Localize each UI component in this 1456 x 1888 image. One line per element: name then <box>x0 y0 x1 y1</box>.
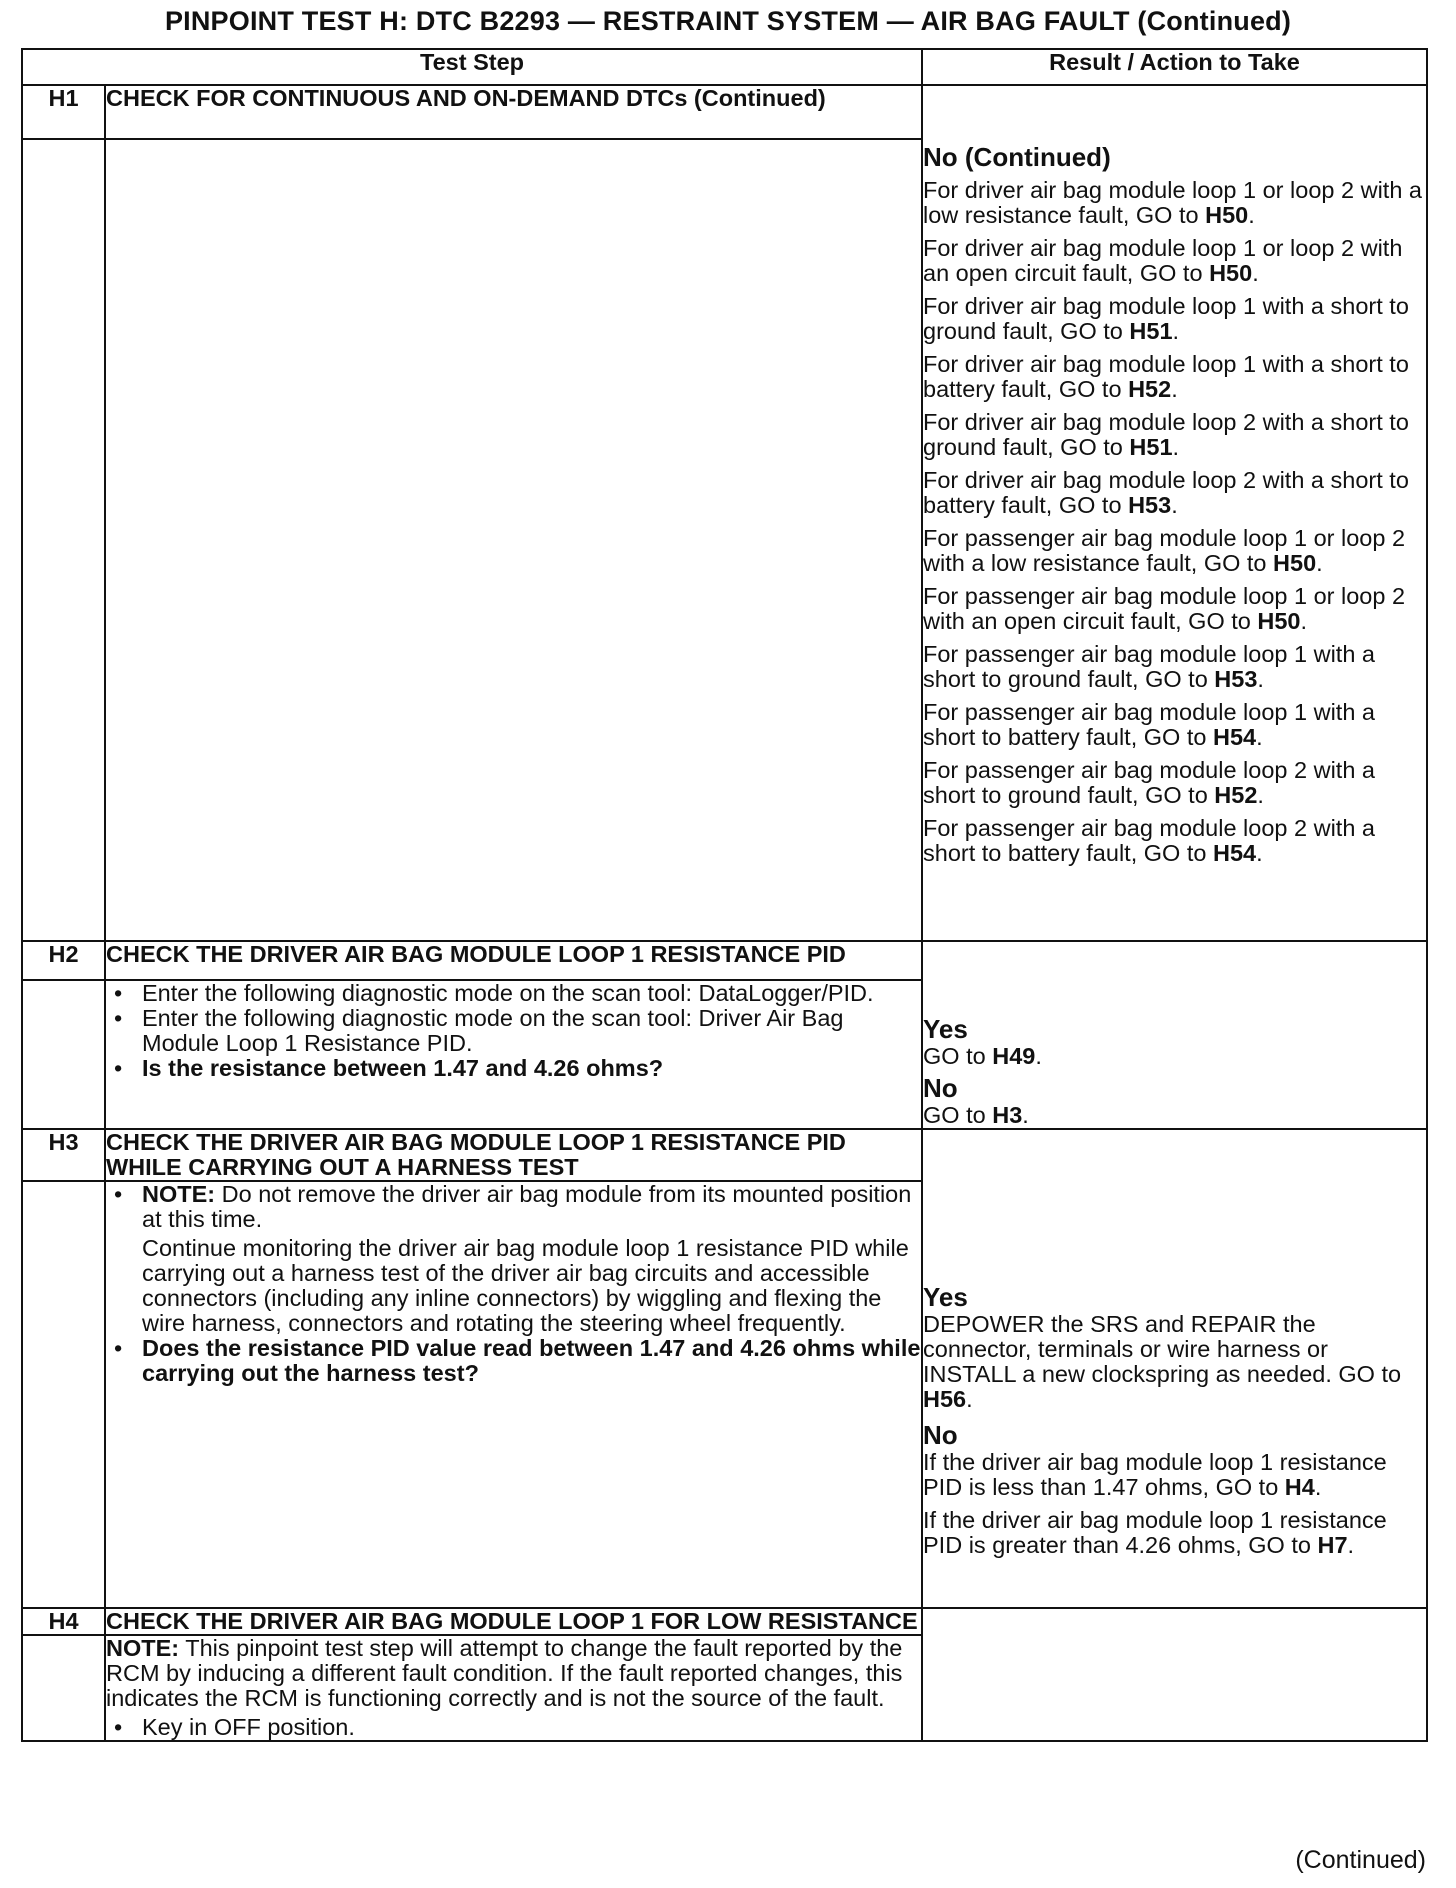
result-yes-label: Yes <box>923 1282 968 1312</box>
result-list-h1 <box>923 178 1426 866</box>
result-item-end: . <box>1171 376 1178 402</box>
note-text: This pinpoint test step will attempt to change the fault reported by the RCM by inducing a different fault condition. If the fault reported changes, this indicates the RCM is functioning correctly and is not the source of the fault. <box>106 1635 903 1711</box>
question-text: Does the resistance PID value read between 1.47 and 4.26 ohms while carrying out the harness test? <box>142 1335 921 1386</box>
step-h4-id-spacer <box>22 1635 105 1741</box>
page-title: PINPOINT TEST H: DTC B2293 — RESTRAINT SYSTEM — AIR BAG FAULT (Continued) <box>164 6 1292 36</box>
result-item <box>923 178 1426 228</box>
result-item <box>923 642 1426 692</box>
result-item-target: H54 <box>1212 724 1257 750</box>
step-id-h3: H3 <box>22 1129 105 1181</box>
result-yes-target: H49 <box>992 1043 1036 1069</box>
step-result-h3: Yes DEPOWER the SRS and REPAIR the connector, terminals or wire harness or INSTALL a new clockspring as needed. GO to H56. No If the driver air bag module loop 1 resistance PID is less than 1.47 ohms, GO to H4. If the driver air bag module loop 1 resistance PID is greater than 4.26 ohms, GO to H7. <box>922 1129 1427 1608</box>
result-item-end: . <box>1256 840 1263 866</box>
note-paragraph <box>106 1636 921 1711</box>
result-no-text: GO to <box>923 1102 993 1128</box>
result-item-text: For driver air bag module loop 1 with a short to ground fault, GO to <box>923 293 1409 344</box>
step-h1-title-row <box>22 85 1427 139</box>
result-header: Result / Action to Take <box>922 49 1427 85</box>
result-item-end: . <box>1171 492 1178 518</box>
result-item-end: . <box>1300 608 1308 634</box>
result-item <box>923 468 1426 518</box>
result-no-target: H3 <box>992 1102 1023 1128</box>
table-header-row <box>22 49 1427 85</box>
result-item-target: H53 <box>1214 666 1258 692</box>
test-step-header: Test Step <box>22 49 922 85</box>
step-title-h4: CHECK THE DRIVER AIR BAG MODULE LOOP 1 FOR LOW RESISTANCE <box>105 1608 922 1635</box>
step-h2-title-row <box>22 941 1427 980</box>
result-item-end: . <box>1256 724 1263 750</box>
result-item-end: . <box>1252 260 1259 286</box>
result-item-end: . <box>1257 666 1264 692</box>
result-yes-target: H56 <box>923 1386 967 1412</box>
result-item <box>923 352 1426 402</box>
step-h3-id-spacer <box>22 1181 105 1608</box>
result-item-text: For passenger air bag module loop 1 with a short to ground fault, GO to <box>923 641 1375 692</box>
note-label: NOTE: <box>106 1635 180 1661</box>
step-body-h2 <box>105 980 922 1129</box>
step-title-h3: CHECK THE DRIVER AIR BAG MODULE LOOP 1 RESISTANCE PID WHILE CARRYING OUT A HARNESS TEST <box>105 1129 922 1181</box>
result-item-target: H50 <box>1273 550 1317 576</box>
result-yes-text: DEPOWER the SRS and REPAIR the connector, terminals or wire harness or INSTALL a new clockspring as needed. GO to <box>923 1311 1402 1387</box>
result-item-end: . <box>1172 318 1180 344</box>
result-item-target: H50 <box>1209 260 1253 286</box>
result-yes-label: Yes <box>923 1014 968 1044</box>
result-item-end: . <box>1257 782 1264 808</box>
step-body-h4 <box>105 1635 922 1741</box>
step-id-h2: H2 <box>22 941 105 980</box>
step-id-h4: H4 <box>22 1608 105 1635</box>
result-item-text: For passenger air bag module loop 1 with a short to battery fault, GO to <box>923 699 1375 750</box>
result-item <box>923 758 1426 808</box>
result-item-target: H52 <box>1128 376 1172 402</box>
step-id-h1: H1 <box>22 85 105 139</box>
result-item <box>923 526 1426 576</box>
bullet-question <box>106 1056 921 1081</box>
step-h2-id-spacer <box>22 980 105 1129</box>
result-item-text: For passenger air bag module loop 2 with a short to ground fault, GO to <box>923 757 1375 808</box>
result-no-text-1: If the driver air bag module loop 1 resistance PID is less than 1.47 ohms, GO to <box>923 1449 1387 1500</box>
question-text: Is the resistance between 1.47 and 4.26 ohms? <box>142 1055 664 1082</box>
result-item-end: . <box>1248 202 1255 228</box>
result-item-text: For passenger air bag module loop 2 with a short to battery fault, GO to <box>923 815 1375 866</box>
result-yes-text: GO to <box>923 1043 993 1069</box>
result-no-target-2: H7 <box>1317 1532 1348 1558</box>
result-item <box>923 410 1426 460</box>
bullet-note <box>106 1182 921 1232</box>
step-body-h3 <box>105 1181 922 1608</box>
step-result-h4 <box>922 1608 1427 1741</box>
result-no-text-2: If the driver air bag module loop 1 resistance PID is greater than 4.26 ohms, GO to <box>923 1507 1387 1558</box>
step-body-h1 <box>105 139 922 941</box>
result-no-label: No <box>923 1420 958 1450</box>
step-h4-title-row <box>22 1608 1427 1635</box>
bullet-item: • Enter the following diagnostic mode on the scan tool: DataLogger/PID. <box>106 981 921 1006</box>
result-item-target: H53 <box>1128 492 1172 518</box>
result-no-label: No <box>923 1073 958 1103</box>
result-item-target: H50 <box>1205 202 1249 228</box>
result-item <box>923 236 1426 286</box>
result-item <box>923 294 1426 344</box>
result-item-text: For driver air bag module loop 1 or loop 2 with an open circuit fault, GO to <box>923 235 1403 286</box>
result-no-target-1: H4 <box>1284 1474 1315 1500</box>
result-item-end: . <box>1172 434 1180 460</box>
result-item-target: H51 <box>1129 318 1173 344</box>
result-item-end: . <box>1316 550 1323 576</box>
bullet-item: • Enter the following diagnostic mode on the scan tool: Driver Air Bag Module Loop 1 Resistance PID. <box>106 1006 921 1056</box>
continue-text: Continue monitoring the driver air bag module loop 1 resistance PID while carrying out a harness test of the driver air bag circuits and accessible connectors (including any inline connectors) by wiggling and flexing the wire harness, connectors and rotating the steering wheel frequently. <box>142 1235 909 1336</box>
continued-footer: (Continued) <box>1295 1846 1426 1874</box>
result-item-target: H50 <box>1257 608 1301 634</box>
note-label: NOTE: <box>142 1181 216 1207</box>
bullet-question <box>106 1336 921 1386</box>
result-item-text: For driver air bag module loop 2 with a short to ground fault, GO to <box>923 409 1409 460</box>
result-item-text: For passenger air bag module loop 1 or loop 2 with an open circuit fault, GO to <box>923 583 1406 634</box>
result-item <box>923 584 1426 634</box>
result-item-text: For driver air bag module loop 1 or loop 2 with a low resistance fault, GO to <box>923 177 1422 228</box>
pinpoint-test-table <box>21 48 1428 1742</box>
step-title-h1: CHECK FOR CONTINUOUS AND ON-DEMAND DTCs (Continued) <box>105 85 922 139</box>
step-result-h2: Yes GO to H49. No GO to H3. <box>922 941 1427 1129</box>
result-item-text: For passenger air bag module loop 1 or loop 2 with a low resistance fault, GO to <box>923 525 1406 576</box>
note-text: Do not remove the driver air bag module from its mounted position at this time. <box>142 1181 912 1232</box>
result-item-target: H52 <box>1214 782 1258 808</box>
step-title-h2: CHECK THE DRIVER AIR BAG MODULE LOOP 1 RESISTANCE PID <box>105 941 922 980</box>
result-item <box>923 700 1426 750</box>
result-item-text: For driver air bag module loop 1 with a short to battery fault, GO to <box>923 351 1409 402</box>
result-item-target: H51 <box>1129 434 1173 460</box>
step-result-h1 <box>922 85 1427 941</box>
step-h1-id-spacer <box>22 139 105 941</box>
result-item <box>923 816 1426 866</box>
result-item-text: For driver air bag module loop 2 with a short to battery fault, GO to <box>923 467 1409 518</box>
result-no-continued-label: No (Continued) <box>923 142 1111 172</box>
step-h3-title-row <box>22 1129 1427 1181</box>
result-item-target: H54 <box>1212 840 1257 866</box>
bullet-item: • Key in OFF position. <box>106 1715 921 1740</box>
